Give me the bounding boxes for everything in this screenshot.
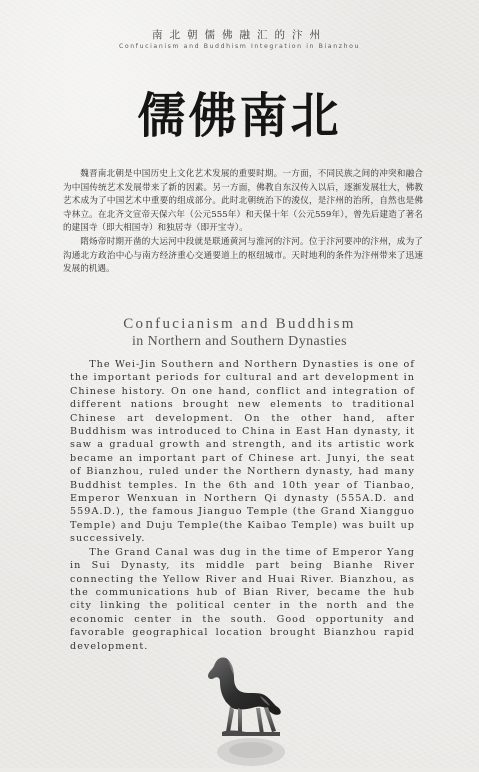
header-title-zh: 南北朝儒佛融汇的汴州: [152, 29, 327, 41]
en-paragraph: The Wei-Jin Southern and Northern Dynasties is one of the important periods for cultural and art development in Chinese history. On one hand, conflict and integration of different nations brought new elements to traditional Chinese art development. On the other hand, after Buddhism was introduced to China in East Han dynasty, it saw a gradual growth and strength, and its artistic work became an important part of Chinese art. Junyi, the seat of Bianzhou, ruled under the Northern dynasty, had many Buddhist temples. In the 6th and 10th year of Tianbao, Emperor Wenxuan in Northern Qi dynasty (555A.D. and 559A.D.), the famous Jianguo Temple (the Grand Xiangguo Temple) and Duju Temple(the Kaibao Temple) was built up successively.: [70, 359, 415, 545]
pottery-horse-icon: [196, 652, 292, 768]
zh-paragraph: 魏晋南北朝是中国历史上文化艺术发展的重要时期。一方面，不同民族之间的冲突和融合为中国传统艺术发展带来了新的因素。另一方面，佛教自东汉传入以后，逐渐发展壮大，佛教艺术成为了中国艺术中重要的组成部分。此时北朝统治下的浚仪，是汴州的治所，自然也是佛寺林立。在北齐文宣帝天保六年（公元555年）和天保十年（公元559年），曾先后建造了著名的建国寺（即大相国寺）和独居寺（即开宝寺）。: [63, 169, 423, 234]
en-title-line2: in Northern and Southern Dynasties: [131, 334, 347, 349]
header-title-en: Confucianism and Buddhism Integration in Bianzhou: [118, 43, 360, 50]
en-article: [70, 358, 415, 653]
page-title: 儒佛南北: [137, 88, 342, 144]
zh-paragraph: 隋炀帝时期开凿的大运河中段就是联通黄河与淮河的汴河。位于汴河要冲的汴州，成为了沟通北方政治中心与南方经济重心交通要道上的枢纽城市。天时地利的条件为汴州带来了迅速发展的机遇。: [63, 236, 423, 275]
en-section-title: [0, 316, 479, 350]
en-paragraph: The Grand Canal was dug in the time of Emperor Yang in Sui Dynasty, its middle part being Bianhe River connecting the Yellow River and Huai River. Bianzhou, as the communications hub of Bian River, became the hub city linking the political center in the north and the economic center in the south. Good opportunity and favorable geographical location brought Bianzhou rapid development.: [70, 546, 415, 652]
zh-article: [63, 168, 423, 277]
en-title-line1: Confucianism and Buddhism: [123, 316, 356, 332]
